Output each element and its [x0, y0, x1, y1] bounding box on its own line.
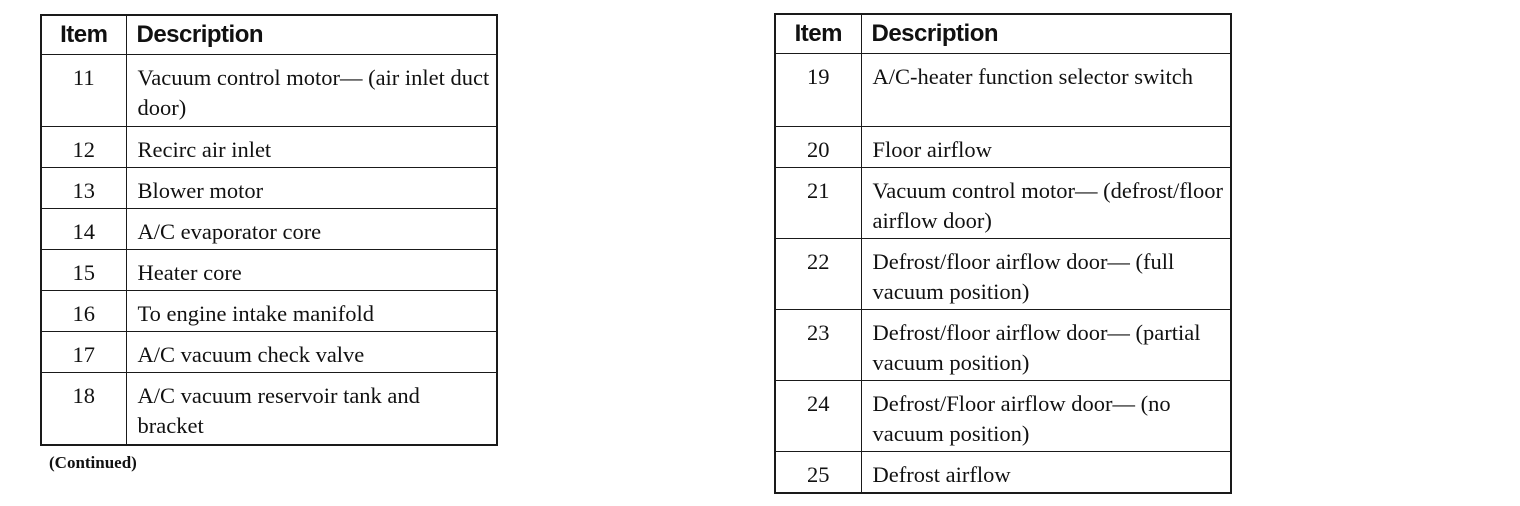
item-description: A/C vacuum check valve [126, 332, 497, 373]
item-number: 17 [41, 332, 126, 373]
item-number: 24 [775, 381, 861, 452]
table-row [41, 332, 497, 373]
table-row [41, 373, 497, 445]
item-description: To engine intake manifold [126, 291, 497, 332]
item-description: Defrost airflow [861, 452, 1231, 494]
item-description: Defrost/floor airflow door— (full vacuum position) [861, 239, 1231, 310]
description-column-header: Description [126, 15, 497, 55]
table-row [41, 127, 497, 168]
parts-table-right [774, 13, 1232, 494]
table-row [775, 381, 1231, 452]
table-row [775, 54, 1231, 127]
item-description: Vacuum control motor— (defrost/floor airflow door) [861, 168, 1231, 239]
item-description: Defrost/Floor airflow door— (no vacuum position) [861, 381, 1231, 452]
continued-note: (Continued) [49, 453, 137, 472]
table-row [41, 250, 497, 291]
item-number: 18 [41, 373, 126, 445]
item-column-header: Item [41, 15, 126, 55]
item-number: 25 [775, 452, 861, 494]
item-description: Floor airflow [861, 127, 1231, 168]
item-description: A/C evaporator core [126, 209, 497, 250]
table-row [775, 168, 1231, 239]
item-description: A/C vacuum reservoir tank and bracket [126, 373, 497, 445]
item-number: 11 [41, 55, 126, 127]
item-number: 23 [775, 310, 861, 381]
item-description: Blower motor [126, 168, 497, 209]
table-row [41, 55, 497, 127]
item-description: A/C-heater function selector switch [861, 54, 1231, 127]
table-header-row [775, 14, 1231, 54]
item-number: 22 [775, 239, 861, 310]
item-description: Vacuum control motor— (air inlet duct door) [126, 55, 497, 127]
table-row [775, 127, 1231, 168]
table-row [775, 452, 1231, 494]
table-row [41, 168, 497, 209]
table-row [41, 209, 497, 250]
item-number: 15 [41, 250, 126, 291]
item-description: Recirc air inlet [126, 127, 497, 168]
table-row [41, 291, 497, 332]
item-number: 13 [41, 168, 126, 209]
item-number: 12 [41, 127, 126, 168]
item-number: 19 [775, 54, 861, 127]
parts-table-left [40, 14, 498, 446]
item-number: 14 [41, 209, 126, 250]
item-description: Heater core [126, 250, 497, 291]
table-row [775, 239, 1231, 310]
item-column-header: Item [775, 14, 861, 54]
description-column-header: Description [861, 14, 1231, 54]
table-header-row [41, 15, 497, 55]
item-number: 20 [775, 127, 861, 168]
item-number: 21 [775, 168, 861, 239]
item-description: Defrost/floor airflow door— (partial vacuum position) [861, 310, 1231, 381]
item-number: 16 [41, 291, 126, 332]
table-row [775, 310, 1231, 381]
